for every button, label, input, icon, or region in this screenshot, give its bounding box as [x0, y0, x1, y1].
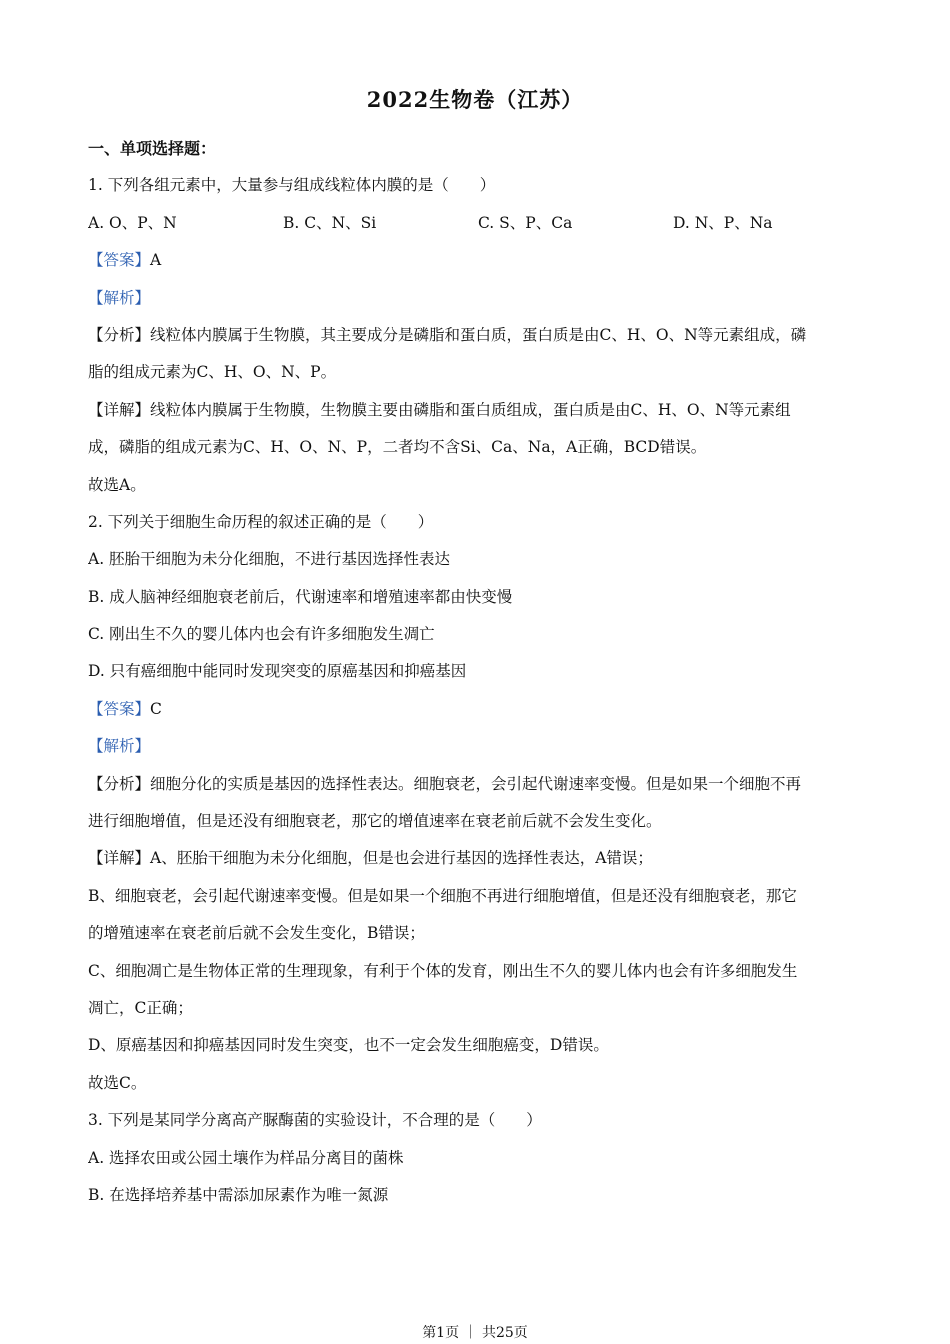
xiangjie-text: 线粒体内膜属于生物膜，生物膜主要由磷脂和蛋白质组成，蛋白质是由C、H、O、N等元素组	[150, 400, 791, 419]
q2-conclusion: 故选C。	[88, 1073, 147, 1092]
q2-detail-line: D、原癌基因和抑癌基因同时发生突变，也不一定会发生细胞癌变，D错误。	[88, 1036, 609, 1055]
q1-option-c: C. S、P、Ca	[478, 213, 573, 232]
answer-value: C	[150, 699, 162, 718]
xiangjie-tag: 【详解】	[88, 400, 151, 419]
document-body	[88, 130, 868, 1214]
q2-option-c: C. 刚出生不久的婴儿体内也会有许多细胞发生凋亡	[88, 625, 435, 644]
q1-option-d: D. N、P、Na	[673, 213, 773, 232]
q1-xiangjie	[88, 392, 868, 429]
xiangjie-text: A、胚胎干细胞为未分化细胞，但是也会进行基因的选择性表达，A错误；	[150, 849, 653, 868]
q2-detail-line: C、细胞凋亡是生物体正常的生理现象，有利于个体的发育，刚出生不久的婴儿体内也会有许多细胞发生	[88, 961, 798, 980]
fenxi-tag: 【分析】	[88, 325, 151, 344]
answer-tag: 【答案】	[88, 251, 151, 270]
page-title: 2022生物卷（江苏）	[366, 87, 584, 112]
q1-option-b: B. C、N、Si	[283, 213, 377, 232]
q3-stem: 3. 下列是某同学分离高产脲酶菌的实验设计，不合理的是（ ）	[88, 1111, 542, 1130]
fenxi-text: 线粒体内膜属于生物膜，其主要成分是磷脂和蛋白质，蛋白质是由C、H、O、N等元素组成，磷	[150, 325, 807, 344]
q2-fenxi-cont: 进行细胞增值，但是还没有细胞衰老，那它的增值速率在衰老前后就不会发生变化。	[88, 812, 662, 831]
q2-stem: 2. 下列关于细胞生命历程的叙述正确的是（ ）	[88, 512, 434, 531]
q1-fenxi-cont: 脂的组成元素为C、H、O、N、P。	[88, 363, 337, 382]
q1-stem: 1. 下列各组元素中，大量参与组成线粒体内膜的是（ ）	[88, 176, 496, 195]
answer-value: A	[150, 251, 162, 270]
answer-tag: 【答案】	[88, 699, 151, 718]
q3-option-b: B. 在选择培养基中需添加尿素作为唯一氮源	[88, 1185, 389, 1204]
q1-fenxi	[88, 317, 868, 354]
q2-option-b: B. 成人脑神经细胞衰老前后，代谢速率和增殖速率都由快变慢	[88, 587, 513, 606]
q2-detail-line: 的增殖速率在衰老前后就不会发生变化，B错误；	[88, 924, 425, 943]
q1-option-a: A. O、P、N	[88, 213, 177, 232]
q1-xiangjie-cont: 成，磷脂的组成元素为C、H、O、N、P，二者均不含Si、Ca、Na，A正确，BCD错误。	[88, 438, 707, 457]
fenxi-text: 细胞分化的实质是基因的选择性表达。细胞衰老，会引起代谢速率变慢。但是如果一个细胞不再	[150, 774, 802, 793]
q2-detail-line: 凋亡，C正确；	[88, 998, 193, 1017]
q2-option-a: A. 胚胎干细胞为未分化细胞，不进行基因选择性表达	[88, 550, 451, 569]
section-heading: 一、单项选择题：	[88, 139, 217, 158]
page-footer: 第1页 ｜ 共25页	[422, 1325, 528, 1341]
q2-analysis-tag: 【解析】	[88, 737, 151, 756]
q2-detail-line: B、细胞衰老，会引起代谢速率变慢。但是如果一个细胞不再进行细胞增值，但是还没有细胞衰老，那它	[88, 886, 797, 905]
q2-option-d: D. 只有癌细胞中能同时发现突变的原癌基因和抑癌基因	[88, 662, 467, 681]
q2-fenxi	[88, 766, 868, 803]
q1-options	[88, 205, 868, 242]
q2-answer	[88, 691, 868, 728]
q1-analysis-tag: 【解析】	[88, 288, 151, 307]
q1-conclusion: 故选A。	[88, 475, 146, 494]
q1-answer	[88, 242, 868, 279]
q2-xiangjie	[88, 840, 868, 877]
xiangjie-tag: 【详解】	[88, 849, 151, 868]
fenxi-tag: 【分析】	[88, 774, 151, 793]
q3-option-a: A. 选择农田或公园土壤作为样品分离目的菌株	[88, 1148, 404, 1167]
